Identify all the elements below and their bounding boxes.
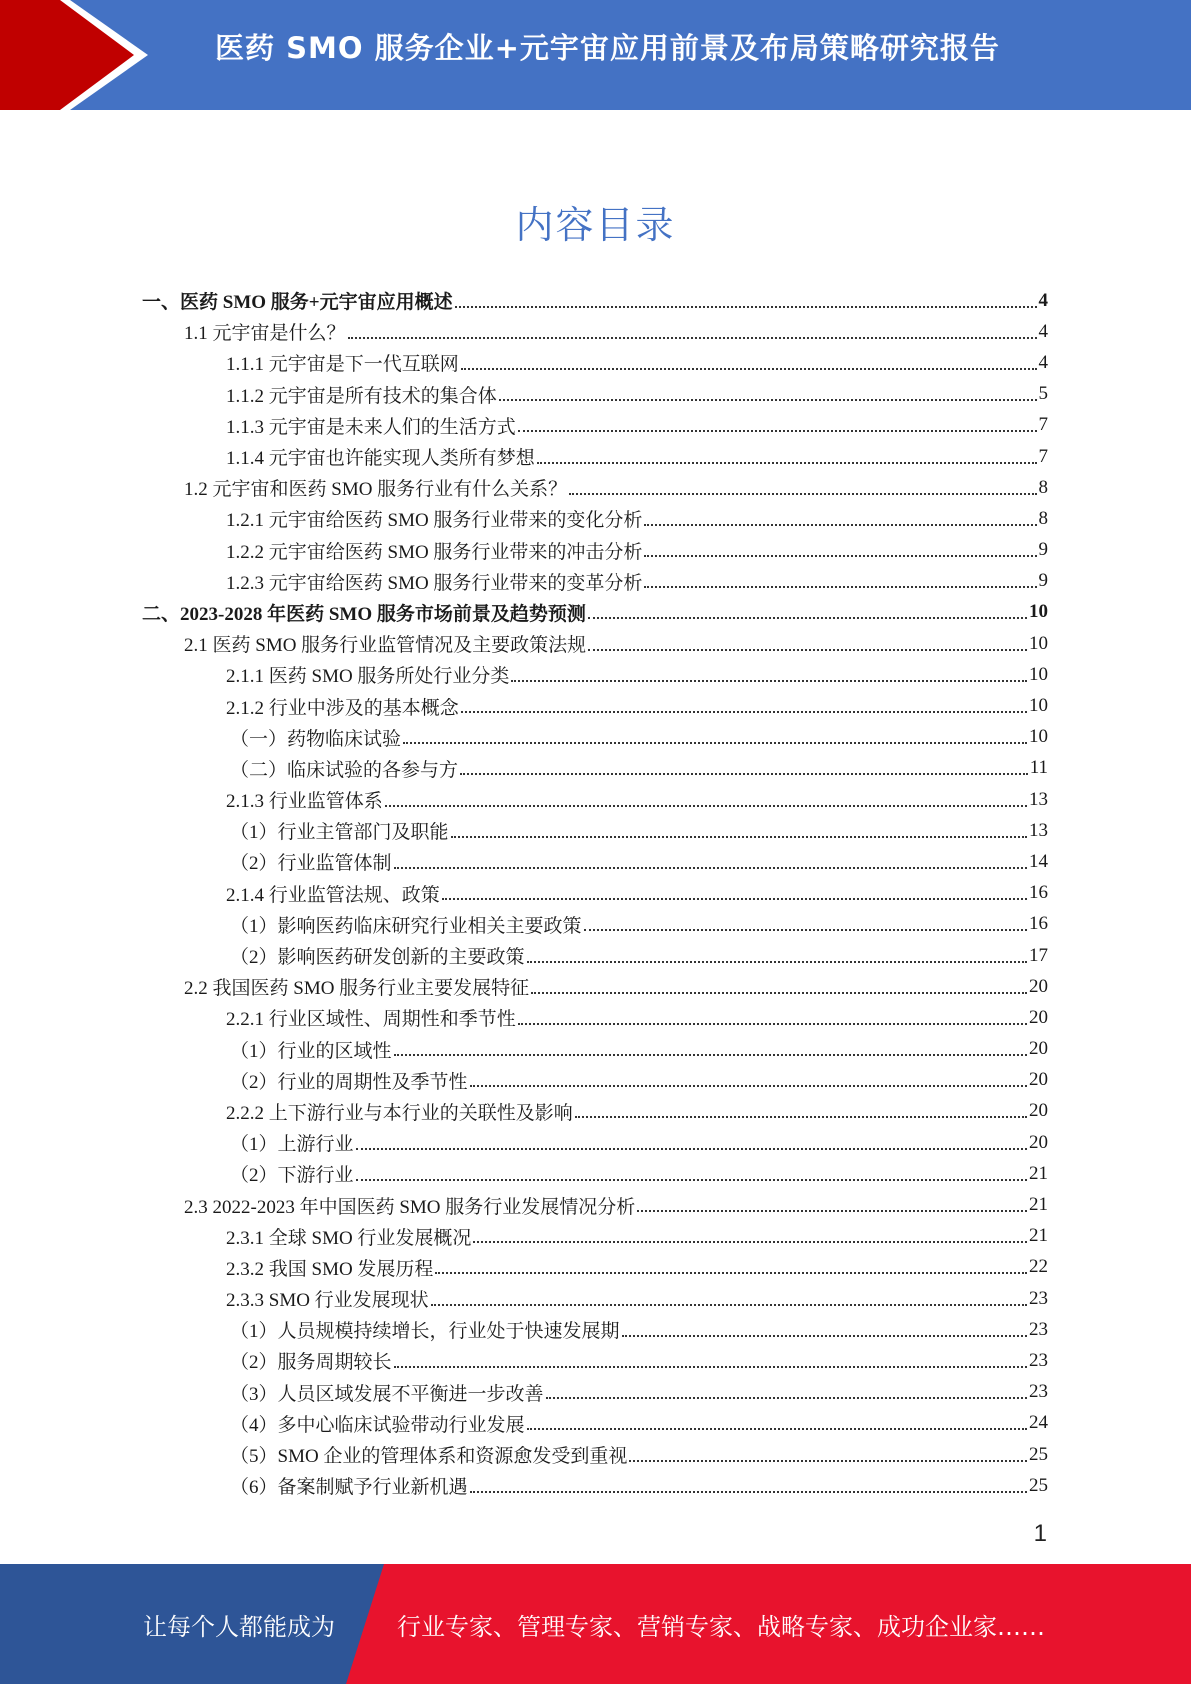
toc-dot-leader [451,836,1027,838]
toc-entry-label: 2.2.2 上下游行业与本行业的关联性及影响 [226,1102,573,1124]
toc-entry-page: 16 [1029,882,1048,904]
toc-entry[interactable] [142,1002,1048,1033]
toc-entry-page: 4 [1038,320,1048,342]
toc-entry[interactable] [142,1189,1048,1220]
toc-entry[interactable] [142,1065,1048,1096]
toc-entry-page: 8 [1038,476,1048,498]
toc-dot-leader [460,773,1028,775]
toc-dot-leader [394,1054,1027,1056]
toc-entry-page: 20 [1029,1131,1048,1153]
toc-entry-page: 9 [1038,570,1048,592]
toc-entry[interactable] [142,784,1048,815]
toc-dot-leader [348,337,1037,339]
toc-entry-page: 23 [1029,1349,1048,1371]
chevron-decoration-icon [0,0,160,110]
report-title: 医药 SMO 服务企业+元宇宙应用前景及布局策略研究报告 [215,31,1000,65]
toc-dot-leader [385,805,1027,807]
toc-entry-label: 2.2.1 行业区域性、周期性和季节性 [226,1009,516,1031]
toc-dot-leader [403,742,1027,744]
toc-entry-page: 4 [1038,351,1048,373]
toc-entry-label: 2.3.3 SMO 行业发展现状 [226,1290,429,1312]
toc-entry-label: （2）影响医药研发创新的主要政策 [230,947,525,969]
toc-dot-leader [470,1085,1027,1087]
toc-entry[interactable] [142,1408,1048,1439]
toc-entry[interactable] [142,1127,1048,1158]
toc-dot-leader [473,1241,1027,1243]
toc-entry-label: （6）备案制赋予行业新机遇 [230,1477,468,1499]
toc-entry-label: （3）人员区域发展不平衡进一步改善 [230,1383,544,1405]
toc-entry-label: （4）多中心临床试验带动行业发展 [230,1414,525,1436]
toc-entry-page: 25 [1029,1474,1048,1496]
toc-dot-leader [470,1491,1027,1493]
toc-entry[interactable] [142,628,1048,659]
toc-entry[interactable] [142,846,1048,877]
toc-entry-page: 21 [1029,1162,1048,1184]
toc-entry-label: 1.2.3 元宇宙给医药 SMO 服务行业带来的变革分析 [226,572,643,594]
toc-entry-label: （1）行业主管部门及职能 [230,822,449,844]
toc-dot-leader [431,1304,1027,1306]
toc-entry-label: 2.2 我国医药 SMO 服务行业主要发展特征 [184,978,530,1000]
toc-entry[interactable] [142,347,1048,378]
toc-entry-page: 20 [1029,1006,1048,1028]
toc-entry[interactable] [142,722,1048,753]
toc-entry-page: 21 [1029,1225,1048,1247]
toc-entry-label: （1）行业的区域性 [230,1040,392,1062]
toc-entry-page: 10 [1029,695,1048,717]
toc-dot-leader [575,1116,1027,1118]
footer-slogan-right: 行业专家、管理专家、营销专家、战略专家、成功企业家…… [397,1613,1045,1641]
toc-entry-label: 2.3 2022-2023 年中国医药 SMO 服务行业发展情况分析 [184,1196,636,1218]
toc-entry-page: 10 [1029,663,1048,685]
toc-dot-leader [442,898,1027,900]
toc-entry-label: 2.1.1 医药 SMO 服务所处行业分类 [226,666,510,688]
toc-dot-leader [537,462,1037,464]
toc-entry-label: （2）行业监管体制 [230,853,392,875]
toc-entry-page: 14 [1029,850,1048,872]
toc-entry-label: 1.1.1 元宇宙是下一代互联网 [226,354,459,376]
toc-entry-label: （2）服务周期较长 [230,1352,392,1374]
header-banner [0,0,1191,110]
toc-entry[interactable] [142,690,1048,721]
toc-entry-label: （1）人员规模持续增长，行业处于快速发展期 [230,1321,620,1343]
toc-entry-page: 25 [1029,1443,1048,1465]
toc-dot-leader [455,306,1037,308]
toc-entry[interactable] [142,535,1048,566]
toc-entry-page: 7 [1038,445,1048,467]
toc-entry-label: 1.2 元宇宙和医药 SMO 服务行业有什么关系？ [184,479,568,501]
toc-entry-page: 4 [1038,289,1048,311]
footer-slogan-left: 让每个人都能成为 [143,1613,335,1641]
toc-entry-label: 1.2.2 元宇宙给医药 SMO 服务行业带来的冲击分析 [226,541,643,563]
toc-dot-leader [584,929,1027,931]
toc-entry-label: 1.1.4 元宇宙也许能实现人类所有梦想 [226,448,535,470]
toc-entry-label: 1.1.3 元宇宙是未来人们的生活方式 [226,416,516,438]
toc-entry-page: 23 [1029,1287,1048,1309]
toc-dot-leader [518,1023,1027,1025]
toc-entry-label: 1.2.1 元宇宙给医药 SMO 服务行业带来的变化分析 [226,510,643,532]
toc-entry[interactable] [142,1034,1048,1065]
toc-entry[interactable] [142,285,1048,316]
toc-dot-leader [356,1179,1027,1181]
toc-dot-leader [511,680,1027,682]
toc-entry[interactable] [142,379,1048,410]
toc-entry[interactable] [142,441,1048,472]
toc-entry-page: 11 [1029,757,1048,779]
toc-entry-label: 一、医药 SMO 服务+元宇宙应用概述 [142,292,453,314]
toc-entry[interactable] [142,909,1048,940]
toc-entry-label: 1.1.2 元宇宙是所有技术的集合体 [226,385,497,407]
toc-dot-leader [394,867,1027,869]
toc-entry[interactable] [142,1283,1048,1314]
toc-entry[interactable] [142,1158,1048,1189]
toc-entry[interactable] [142,1470,1048,1501]
toc-entry-page: 23 [1029,1381,1048,1403]
toc-entry[interactable] [142,566,1048,597]
toc-dot-leader [637,1210,1027,1212]
toc-entry-page: 10 [1029,726,1048,748]
toc-entry-page: 7 [1038,414,1048,436]
toc-entry-label: （1）影响医药临床研究行业相关主要政策 [230,915,582,937]
toc-dot-leader [435,1272,1027,1274]
footer-banner [0,1564,1191,1684]
toc-dot-leader [644,524,1036,526]
toc-entry[interactable] [142,503,1048,534]
toc-dot-leader [644,555,1036,557]
toc-entry-label: 二、2023-2028 年医药 SMO 服务市场前景及趋势预测 [142,603,586,625]
toc-entry-label: （2）下游行业 [230,1165,354,1187]
toc-dot-leader [546,1397,1027,1399]
toc-entry-page: 16 [1029,913,1048,935]
toc-dot-leader [622,1335,1027,1337]
toc-entry-label: （2）行业的周期性及季节性 [230,1071,468,1093]
toc-dot-leader [518,430,1037,432]
toc-entry[interactable] [142,971,1048,1002]
toc-entry-page: 13 [1029,819,1048,841]
toc-dot-leader [356,1148,1027,1150]
toc-entry[interactable] [142,472,1048,503]
toc-entry[interactable] [142,1221,1048,1252]
toc-entry-page: 21 [1029,1194,1048,1216]
page-number: 1 [1033,1520,1047,1547]
toc-entry[interactable] [142,878,1048,909]
toc-entry-label: 2.1 医药 SMO 服务行业监管情况及主要政策法规 [184,635,587,657]
toc-entry[interactable] [142,1377,1048,1408]
toc-entry[interactable] [142,753,1048,784]
toc-entry-page: 20 [1029,1038,1048,1060]
toc-entry[interactable] [142,1439,1048,1470]
table-of-contents [142,285,1048,1501]
toc-entry[interactable] [142,1252,1048,1283]
toc-entry-label: 2.1.2 行业中涉及的基本概念 [226,697,459,719]
toc-entry[interactable] [142,659,1048,690]
toc-dot-leader [394,1366,1027,1368]
toc-dot-leader [569,493,1036,495]
toc-entry-page: 22 [1029,1256,1048,1278]
toc-dot-leader [461,368,1037,370]
toc-entry-page: 10 [1029,632,1048,654]
toc-entry-page: 17 [1029,944,1048,966]
toc-entry-page: 23 [1029,1318,1048,1340]
toc-entry[interactable] [142,1345,1048,1376]
toc-dot-leader [527,1428,1027,1430]
toc-entry-label: 2.3.2 我国 SMO 发展历程 [226,1258,434,1280]
toc-entry-page: 13 [1029,788,1048,810]
toc-entry[interactable] [142,940,1048,971]
toc-dot-leader [531,992,1027,994]
toc-dot-leader [461,711,1027,713]
toc-entry-label: （一）药物临床试验 [230,728,402,750]
toc-entry-label: （1）上游行业 [230,1134,354,1156]
toc-dot-leader [629,1460,1027,1462]
toc-dot-leader [588,617,1027,619]
toc-entry-page: 20 [1029,1069,1048,1091]
toc-entry-label: （5）SMO 企业的管理体系和资源愈发受到重视 [230,1446,628,1468]
toc-entry[interactable] [142,597,1048,628]
toc-dot-leader [588,649,1027,651]
toc-entry[interactable] [142,1096,1048,1127]
toc-entry-page: 20 [1029,975,1048,997]
toc-entry-page: 9 [1038,539,1048,561]
toc-entry-label: 1.1 元宇宙是什么？ [184,323,346,345]
toc-entry-page: 10 [1029,601,1048,623]
toc-entry[interactable] [142,316,1048,347]
toc-dot-leader [499,399,1037,401]
toc-entry-page: 5 [1038,383,1048,405]
toc-entry-page: 20 [1029,1100,1048,1122]
toc-entry-label: （二）临床试验的各参与方 [230,759,459,781]
toc-entry[interactable] [142,1314,1048,1345]
toc-entry-label: 2.1.4 行业监管法规、政策 [226,884,440,906]
toc-dot-leader [644,586,1036,588]
toc-heading: 内容目录 [515,203,676,247]
toc-entry-label: 2.1.3 行业监管体系 [226,791,383,813]
toc-entry-label: 2.3.1 全球 SMO 行业发展概况 [226,1227,472,1249]
toc-entry-page: 8 [1038,507,1048,529]
toc-entry[interactable] [142,815,1048,846]
toc-dot-leader [527,961,1027,963]
toc-entry-page: 24 [1029,1412,1048,1434]
toc-entry[interactable] [142,410,1048,441]
